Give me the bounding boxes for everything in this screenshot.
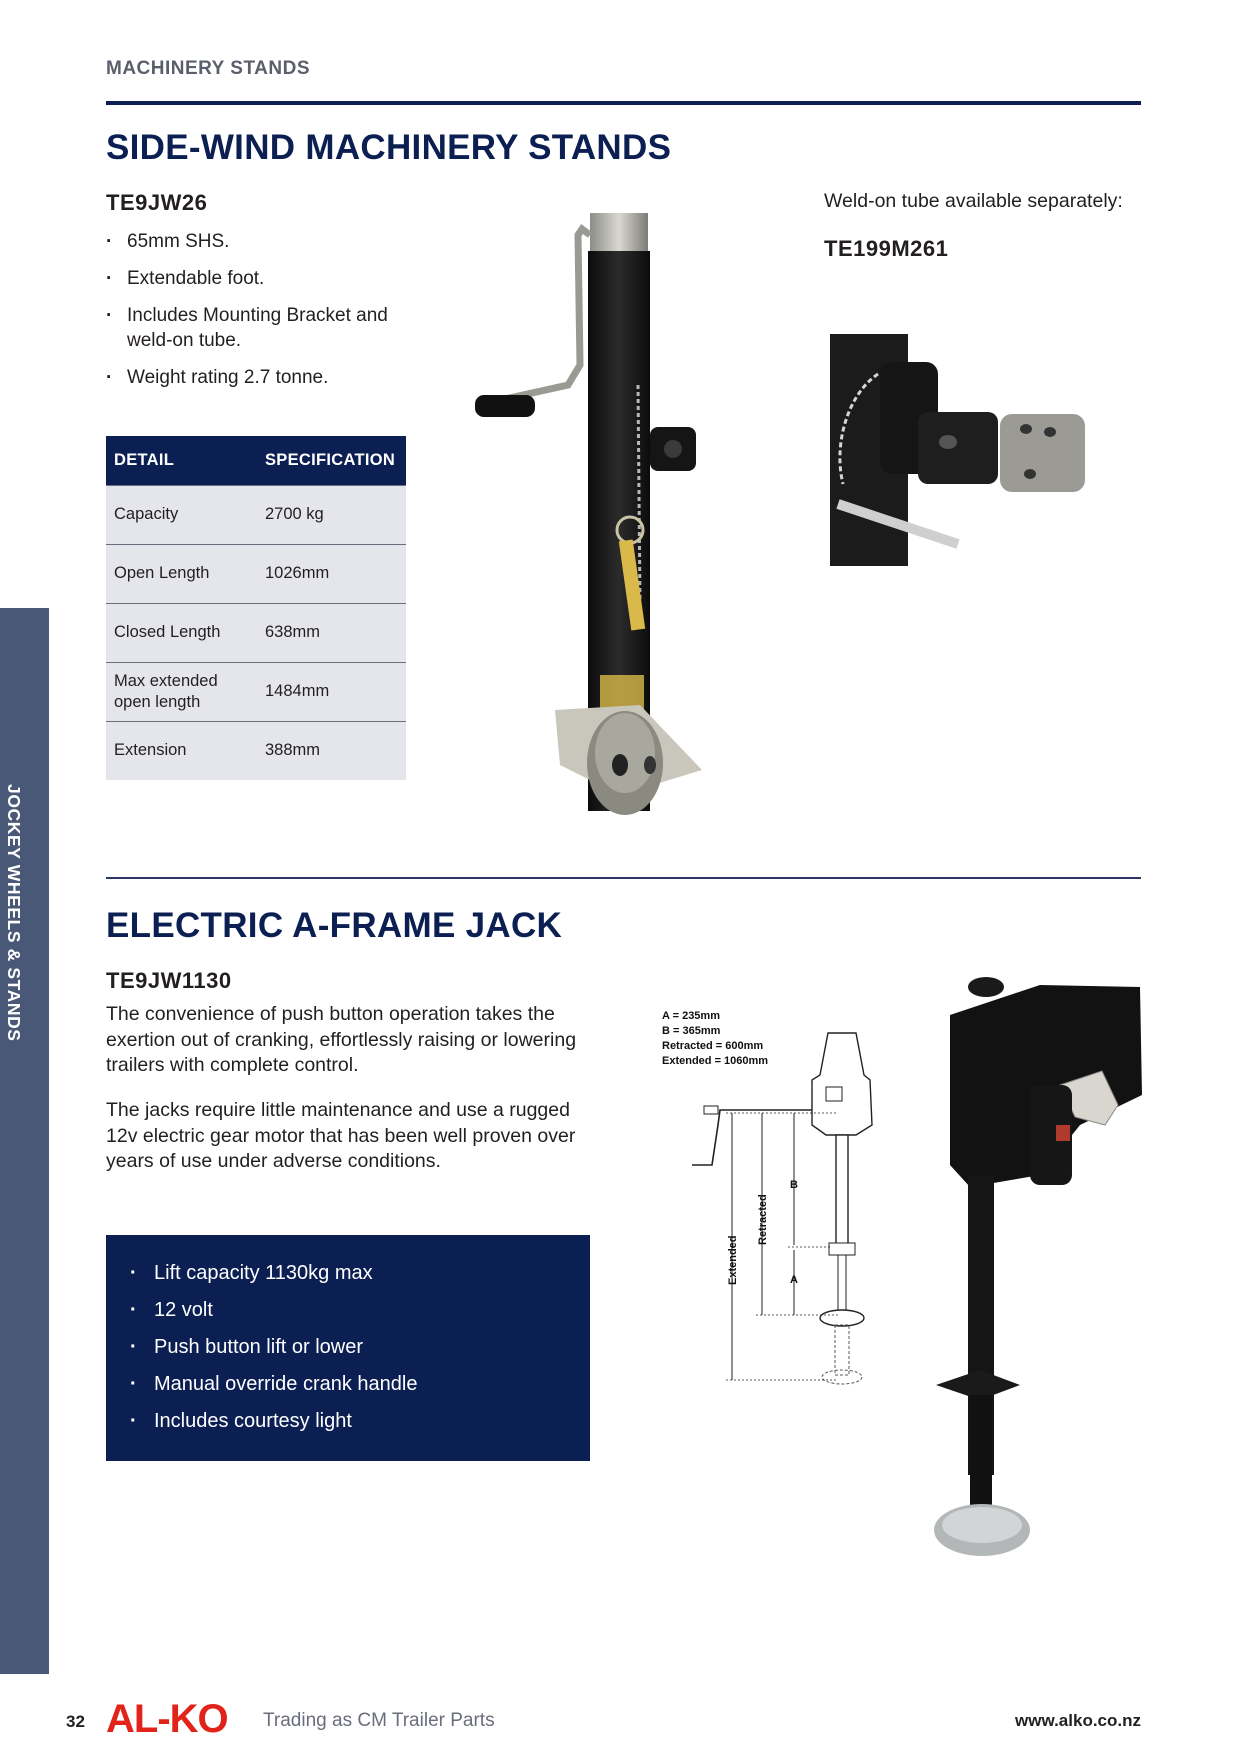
table-header-row xyxy=(106,436,406,485)
dimension-retracted: Retracted = 600mm xyxy=(662,1040,764,1052)
website-link[interactable]: www.alko.co.nz xyxy=(1015,1711,1141,1730)
alko-logo xyxy=(106,1699,240,1739)
top-divider xyxy=(106,101,1141,105)
table-row xyxy=(106,603,406,662)
weld-on-code: TE199M261 xyxy=(824,236,949,261)
list-item: · Extendable foot. xyxy=(106,266,426,291)
list-item: · Lift capacity 1130kg max xyxy=(130,1261,418,1286)
label-retracted: Retracted xyxy=(757,1194,769,1245)
dimension-b: B = 365mm xyxy=(662,1025,721,1037)
feature-box xyxy=(106,1235,590,1461)
weld-on-tube-image xyxy=(818,334,1088,566)
logo-text: AL-KO xyxy=(106,1699,228,1739)
section-divider xyxy=(106,877,1141,879)
label-a: A xyxy=(790,1274,798,1286)
list-item: · Manual override crank handle xyxy=(130,1372,418,1397)
table-header-detail: DETAIL xyxy=(106,436,257,485)
table-header-specification: SPECIFICATION xyxy=(257,436,406,485)
page-number: 32 xyxy=(66,1712,85,1731)
table-cell-detail: Capacity xyxy=(106,485,257,544)
table-cell-value: 1026mm xyxy=(257,544,406,603)
electric-title: ELECTRIC A-FRAME JACK xyxy=(106,906,563,945)
electric-paragraph-2: The jacks require little maintenance and use a rugged 12v electric gear motor that has been well proven over years of use under adverse conditions. xyxy=(106,1099,576,1172)
trading-as-text: Trading as CM Trailer Parts xyxy=(263,1710,495,1731)
table-cell-detail: Extension xyxy=(106,721,257,780)
side-tab-label: JOCKEY WHEELS & STANDS xyxy=(4,784,24,1042)
jack-dimension-diagram xyxy=(660,1005,890,1405)
list-item: · Includes courtesy light xyxy=(130,1409,418,1434)
table-cell-detail: Closed Length xyxy=(106,603,257,662)
table-row xyxy=(106,544,406,603)
feature-list xyxy=(130,1261,418,1446)
spec-table xyxy=(106,436,406,780)
list-item: · Includes Mounting Bracket and weld-on tube. xyxy=(106,303,426,353)
section-label: MACHINERY STANDS xyxy=(106,58,310,79)
table-row xyxy=(106,721,406,780)
list-item: · 12 volt xyxy=(130,1298,418,1323)
electric-paragraph-1: The convenience of push button operation takes the exertion out of cranking, effortlessly raising or lowering trailers with complete control. xyxy=(106,1003,577,1076)
table-cell-detail: Open Length xyxy=(106,544,257,603)
table-cell-detail: Max extended open length xyxy=(106,662,257,721)
list-item: · Weight rating 2.7 tonne. xyxy=(106,365,426,390)
side-wind-jack-image xyxy=(470,205,710,825)
list-item: · Push button lift or lower xyxy=(130,1335,418,1360)
weld-on-note: Weld-on tube available separately: xyxy=(824,190,1123,212)
label-b: B xyxy=(790,1179,798,1191)
label-extended: Extended xyxy=(727,1235,739,1285)
electric-code: TE9JW1130 xyxy=(106,968,232,993)
side-tab xyxy=(0,608,49,1674)
side-wind-code: TE9JW26 xyxy=(106,190,208,215)
table-row xyxy=(106,662,406,721)
dimension-a: A = 235mm xyxy=(662,1010,720,1022)
electric-jack-image xyxy=(930,975,1150,1570)
table-cell-value: 1484mm xyxy=(257,662,406,721)
table-cell-value: 638mm xyxy=(257,603,406,662)
table-cell-value: 388mm xyxy=(257,721,406,780)
side-wind-title: SIDE-WIND MACHINERY STANDS xyxy=(106,128,672,167)
dimension-extended: Extended = 1060mm xyxy=(662,1055,769,1067)
table-cell-value: 2700 kg xyxy=(257,485,406,544)
side-wind-bullets xyxy=(106,229,426,402)
list-item: · 65mm SHS. xyxy=(106,229,426,254)
table-row xyxy=(106,485,406,544)
